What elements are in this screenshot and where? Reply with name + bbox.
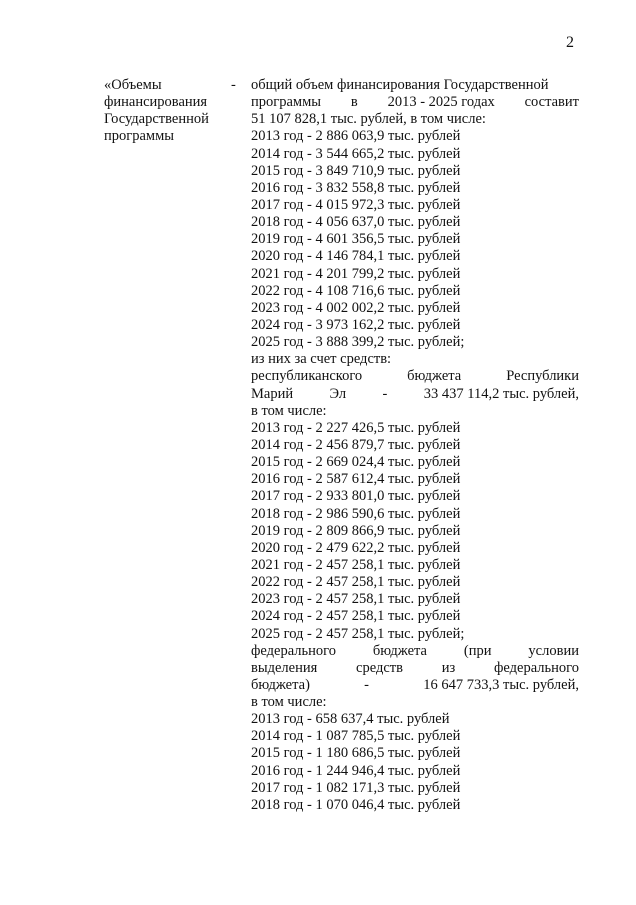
list-item: 2013 год - 2 886 063,9 тыс. рублей (251, 128, 461, 145)
word: 33 437 114,2 тыс. рублей, (423, 385, 579, 402)
right-column (251, 77, 579, 814)
list-item: 2015 год - 1 180 686,5 тыс. рублей (251, 745, 461, 762)
word: Марий (251, 385, 294, 402)
word: федерального (251, 642, 336, 659)
republic-line (251, 386, 579, 403)
list-item: 2013 год - 658 637,4 тыс. рублей (251, 711, 450, 728)
list-item: 2023 год - 2 457 258,1 тыс. рублей (251, 591, 461, 608)
list-item: 2023 год - 4 002 002,2 тыс. рублей (251, 299, 461, 316)
list-item: 2018 год - 4 056 637,0 тыс. рублей (251, 214, 461, 231)
list-item: 2019 год - 2 809 866,9 тыс. рублей (251, 522, 461, 539)
list-item: 2014 год - 1 087 785,5 тыс. рублей (251, 728, 461, 745)
word: - (382, 385, 388, 402)
total-by-year-list (251, 128, 579, 351)
sources-intro: из них за счет средств: (251, 351, 392, 368)
list-item: 2017 год - 2 933 801,0 тыс. рублей (251, 488, 461, 505)
federal-line (251, 643, 579, 660)
list-item: 2019 год - 4 601 356,5 тыс. рублей (251, 231, 461, 248)
list-item: 2025 год - 2 457 258,1 тыс. рублей; (251, 625, 465, 642)
list-item: 2018 год - 1 070 046,4 тыс. рублей (251, 796, 461, 813)
page-number: 2 (566, 34, 574, 51)
word: условии (528, 642, 579, 659)
word: в (350, 94, 358, 111)
word: бюджета (372, 642, 427, 659)
federal-line (251, 677, 579, 694)
list-item: 2014 год - 2 456 879,7 тыс. рублей (251, 436, 461, 453)
word: бюджета (407, 368, 462, 385)
list-item: 2014 год - 3 544 665,2 тыс. рублей (251, 145, 461, 162)
list-item: 2025 год - 3 888 399,2 тыс. рублей; (251, 334, 465, 351)
word: (при (463, 642, 492, 659)
list-item: 2021 год - 4 201 799,2 тыс. рублей (251, 265, 461, 282)
word: 2013 - 2025 годах (387, 94, 495, 111)
republic-line (251, 368, 579, 385)
list-item: 2022 год - 2 457 258,1 тыс. рублей (251, 574, 461, 591)
left-label (104, 77, 234, 145)
federal-by-year-list (251, 711, 579, 814)
republic-line: в том числе: (251, 402, 327, 419)
word: бюджета) (251, 676, 310, 693)
federal-line (251, 660, 579, 677)
word: выделения (251, 659, 318, 676)
list-item: 2016 год - 1 244 946,4 тыс. рублей (251, 762, 461, 779)
word: Республики (506, 368, 579, 385)
federal-line: в том числе: (251, 694, 327, 711)
list-item: 2016 год - 3 832 558,8 тыс. рублей (251, 179, 461, 196)
word: - (364, 676, 370, 693)
word: программы (251, 94, 321, 111)
word: средств (356, 659, 403, 676)
left-label-line: финансирования (104, 94, 208, 110)
list-item: 2018 год - 2 986 590,6 тыс. рублей (251, 505, 461, 522)
list-item: 2013 год - 2 227 426,5 тыс. рублей (251, 419, 461, 436)
intro-line (251, 94, 579, 111)
left-label-line: «Объемы (104, 77, 162, 93)
list-item: 2021 год - 2 457 258,1 тыс. рублей (251, 556, 461, 573)
list-item: 2024 год - 2 457 258,1 тыс. рублей (251, 608, 461, 625)
intro-line: 51 107 828,1 тыс. рублей, в том числе: (251, 111, 486, 128)
list-item: 2020 год - 2 479 622,2 тыс. рублей (251, 539, 461, 556)
republic-by-year-list (251, 420, 579, 643)
word: 16 647 733,3 тыс. рублей, (423, 676, 579, 693)
list-item: 2020 год - 4 146 784,1 тыс. рублей (251, 248, 461, 265)
word: Эл (329, 385, 347, 402)
list-item: 2022 год - 4 108 716,6 тыс. рублей (251, 282, 461, 299)
word: федерального (494, 659, 579, 676)
word: из (441, 659, 456, 676)
intro-line: общий объем финансирования Государственной (251, 77, 549, 93)
left-label-line: программы (104, 128, 174, 144)
list-item: 2015 год - 2 669 024,4 тыс. рублей (251, 454, 461, 471)
list-item: 2017 год - 1 082 171,3 тыс. рублей (251, 779, 461, 796)
left-label-line: Государственной (104, 111, 209, 127)
list-item: 2017 год - 4 015 972,3 тыс. рублей (251, 196, 461, 213)
list-item: 2016 год - 2 587 612,4 тыс. рублей (251, 471, 461, 488)
list-item: 2024 год - 3 973 162,2 тыс. рублей (251, 316, 461, 333)
word: составит (524, 94, 579, 111)
list-item: 2015 год - 3 849 710,9 тыс. рублей (251, 162, 461, 179)
dash-separator: - (231, 77, 236, 93)
word: республиканского (251, 368, 363, 385)
